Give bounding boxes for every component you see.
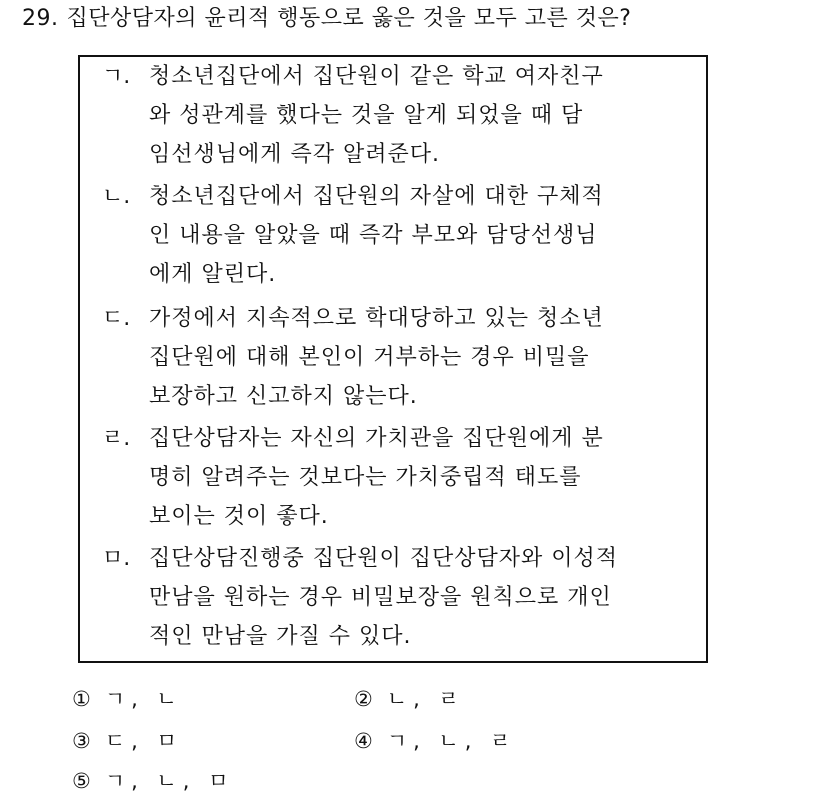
statement-line: 보이는 것이 좋다.: [149, 504, 329, 529]
answer-choice-4[interactable]: [354, 727, 516, 755]
statement-mark: ㄴ.: [102, 184, 131, 209]
statement-line: 집단원에 대해 본인이 거부하는 경우 비밀을: [149, 345, 590, 370]
question-text: 집단상담자의 윤리적 행동으로 옳은 것을 모두 고른 것은?: [66, 6, 632, 31]
question-number: 29.: [22, 6, 59, 31]
question-stem: [22, 4, 631, 34]
choice-number: ①: [72, 687, 91, 711]
statement-line: 와 성관계를 했다는 것을 알게 되었을 때 담: [149, 103, 584, 128]
statement-line: 가정에서 지속적으로 학대당하고 있는 청소년: [149, 306, 604, 331]
statement-line: 인 내용을 알았을 때 즉각 부모와 담당선생님: [149, 223, 598, 248]
statement-line: 만남을 원하는 경우 비밀보장을 원칙으로 개인: [149, 585, 612, 610]
statement-line: 집단상담자는 자신의 가치관을 집단원에게 분: [149, 426, 604, 451]
answer-choice-1[interactable]: [72, 685, 183, 713]
answer-choice-5[interactable]: [72, 767, 234, 795]
statement-mark: ㄱ.: [102, 64, 131, 89]
statement-mark: ㅁ.: [102, 546, 131, 571]
answer-choice-3[interactable]: [72, 727, 183, 755]
statement-mark: ㄷ.: [102, 306, 131, 331]
statement-line: 집단상담진행중 집단원이 집단상담자와 이성적: [149, 546, 619, 571]
choice-number: ⑤: [72, 769, 91, 793]
statement-line: 임선생님에게 즉각 알려준다.: [149, 142, 441, 167]
choice-number: ②: [354, 687, 373, 711]
choice-text: ㄴ, ㄹ: [386, 687, 465, 711]
statement-line: 에게 알린다.: [149, 262, 277, 287]
choice-text: ㄷ, ㅁ: [104, 729, 183, 753]
statement-line: 적인 만남을 가질 수 있다.: [149, 624, 412, 649]
answer-choice-2[interactable]: [354, 685, 465, 713]
statement-mark: ㄹ.: [102, 426, 131, 451]
statement-line: 보장하고 신고하지 않는다.: [149, 384, 418, 409]
statement-box: [78, 55, 708, 663]
choice-number: ③: [72, 729, 91, 753]
statement-line: 청소년집단에서 집단원의 자살에 대한 구체적: [149, 184, 604, 209]
statement-line: 명히 알려주는 것보다는 가치중립적 태도를: [149, 465, 582, 490]
choice-text: ㄱ, ㄴ, ㄹ: [386, 729, 517, 753]
choice-text: ㄱ, ㄴ: [104, 687, 183, 711]
choice-text: ㄱ, ㄴ, ㅁ: [104, 769, 235, 793]
choice-number: ④: [354, 729, 373, 753]
statement-line: 청소년집단에서 집단원이 같은 학교 여자친구: [149, 64, 604, 89]
